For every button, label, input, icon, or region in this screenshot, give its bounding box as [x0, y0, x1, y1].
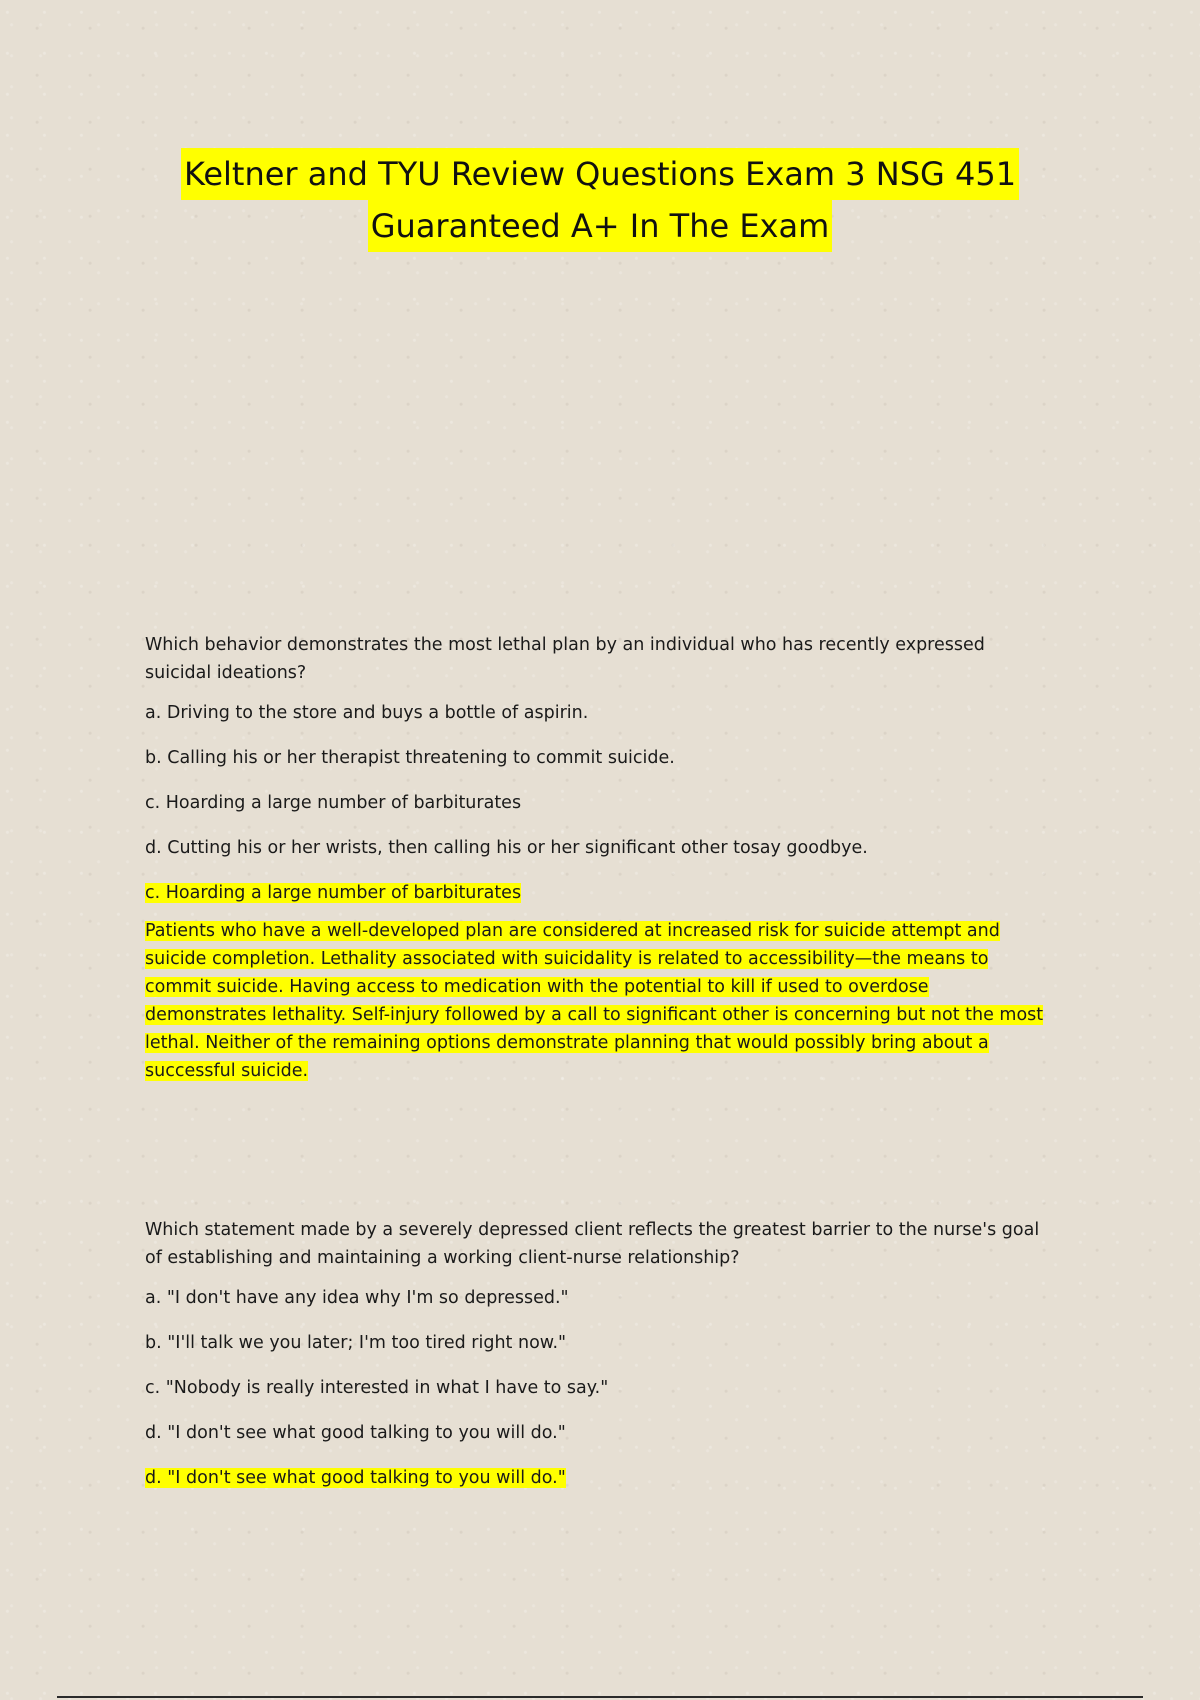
question-1-rationale: Patients who have a well-developed plan are considered at increased risk for suicide attempt and suicide completion. Lethality associated with suicidality is related to accessibility—the means to commit suicide. Having access to medication with the potential to kill if used to overdose demonstrates lethality. Self-injury followed by a call to significant other is concerning but not the most lethal. Neither of the remaining options demonstrate planning that would possibly bring about a successful suicide.: [145, 921, 1044, 1081]
question-2-option-b: b. "I'll talk we you later; I'm too tired right now.": [145, 1333, 567, 1353]
title-line-1: Keltner and TYU Review Questions Exam 3 NSG 451: [181, 148, 1019, 200]
title-line-2: Guaranteed A+ In The Exam: [368, 200, 833, 252]
question-1-option-a: a. Driving to the store and buys a bottle of aspirin.: [145, 703, 589, 723]
question-1-option-d: d. Cutting his or her wrists, then calling his or her significant other tosay goodbye.: [145, 838, 868, 858]
question-1-answer: c. Hoarding a large number of barbiturates: [145, 883, 522, 903]
question-2-option-d: d. "I don't see what good talking to you will do.": [145, 1423, 566, 1443]
question-1-stem: Which behavior demonstrates the most lethal plan by an individual who has recently expressed suicidal ideations?: [145, 635, 985, 683]
question-2-stem: Which statement made by a severely depressed client reflects the greatest barrier to the nurse's goal of establishing and maintaining a working client-nurse relationship?: [145, 1220, 1040, 1268]
question-2: [145, 1216, 1055, 1502]
question-2-option-a: a. "I don't have any idea why I'm so depressed.": [145, 1288, 569, 1308]
question-2-option-c: c. "Nobody is really interested in what I have to say.": [145, 1378, 609, 1398]
document-title: [0, 148, 1200, 252]
question-1: [145, 631, 1055, 1085]
question-1-option-c: c. Hoarding a large number of barbiturates: [145, 793, 522, 813]
question-1-option-b: b. Calling his or her therapist threatening to commit suicide.: [145, 748, 675, 768]
page-bottom-rule: [57, 1696, 1143, 1698]
question-2-answer: d. "I don't see what good talking to you will do.": [145, 1468, 566, 1488]
